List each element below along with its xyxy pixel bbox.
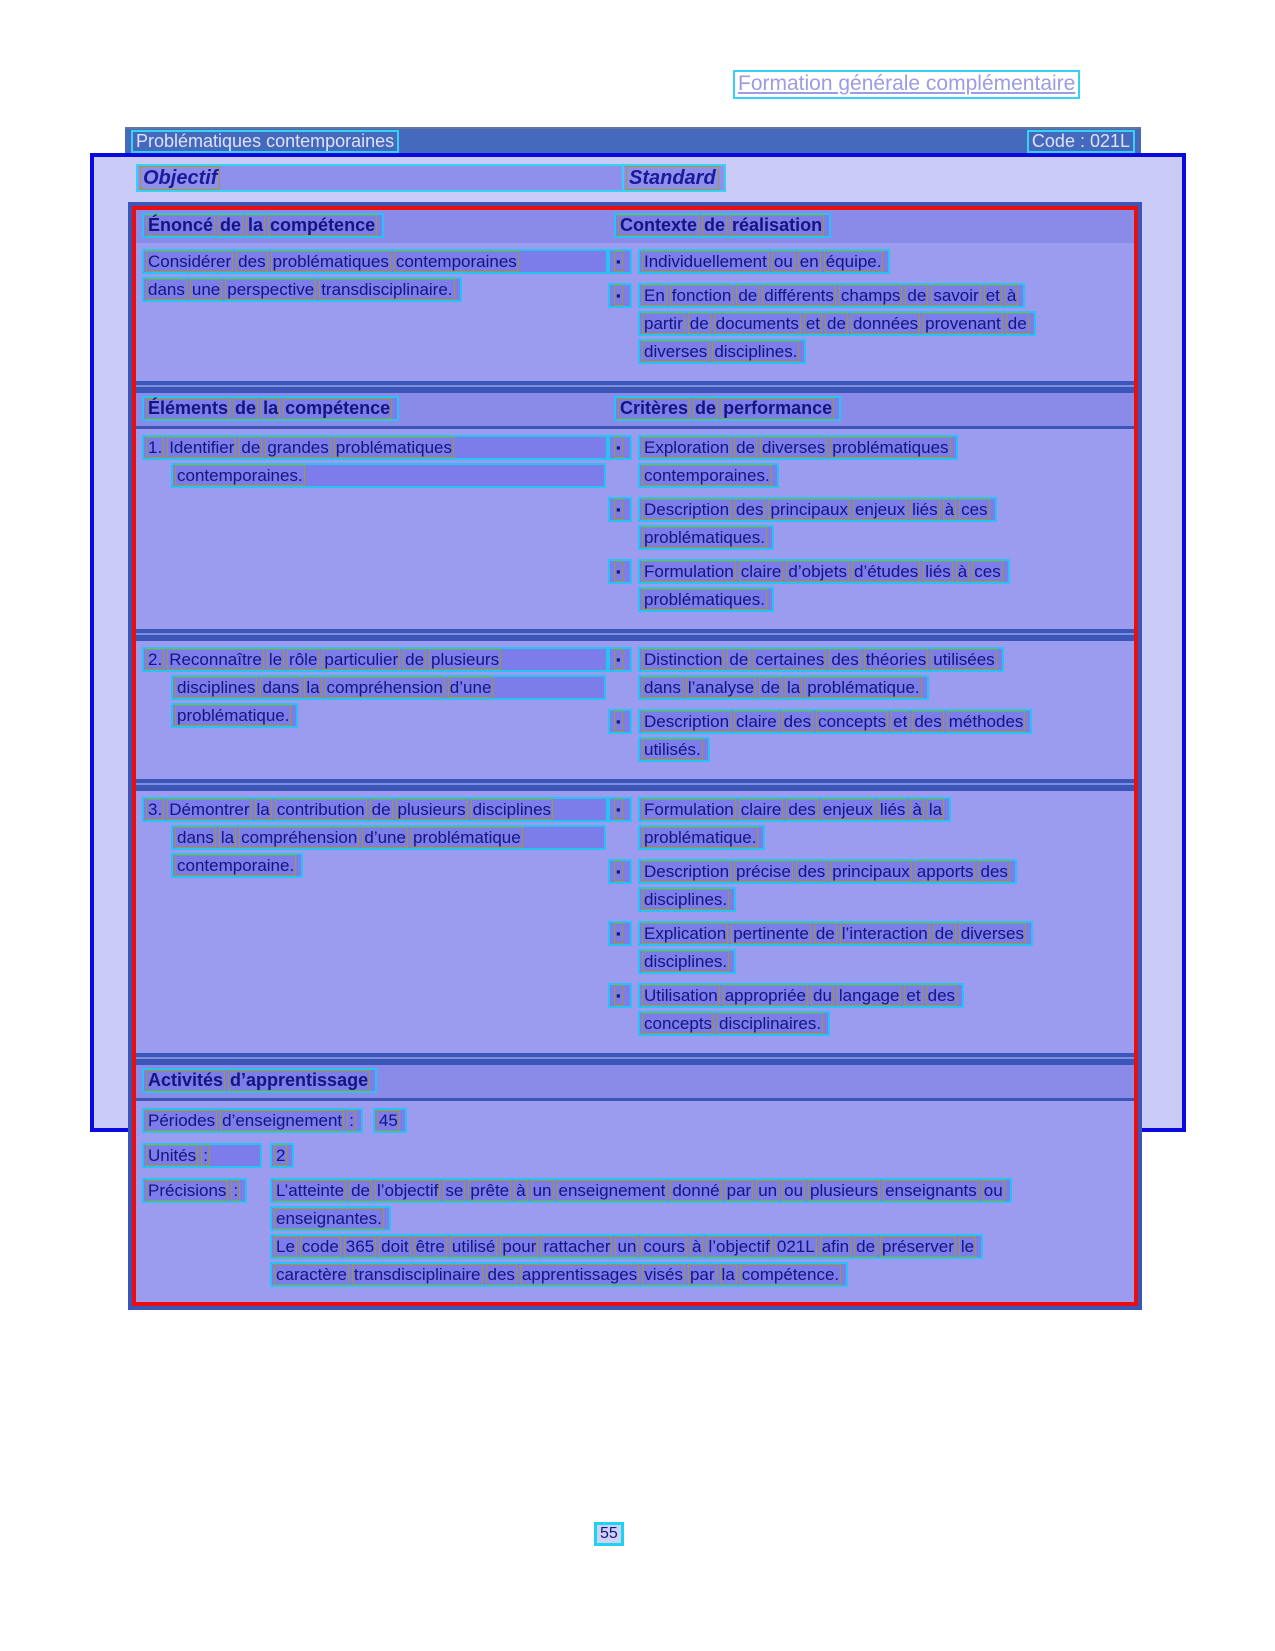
- bullet-item: [608, 435, 1130, 491]
- bullet-icon: ▪: [614, 251, 623, 272]
- section-enonce-body: [136, 243, 1134, 381]
- text-line: partir de documents et de données provenant de: [638, 311, 1036, 336]
- text-line: Formulation claire d’objets d’études liés à ces: [638, 559, 1010, 584]
- bullet-item: [608, 249, 1130, 277]
- bullet-icon: ▪: [614, 861, 623, 882]
- bullet-icon: ▪: [614, 649, 623, 670]
- section-divider: [136, 779, 1134, 791]
- column-header-objectif: Objectif: [136, 164, 641, 192]
- text-line: Description des principaux enjeux liés à ces: [638, 497, 997, 522]
- course-code: Code : 021L: [1027, 130, 1135, 153]
- bullet-item: [608, 797, 1130, 853]
- bullet-item: [608, 921, 1130, 977]
- document-category-title: Formation générale complémentaire: [733, 70, 1080, 99]
- text-line: contemporaines.: [171, 463, 606, 488]
- section-divider: [136, 1053, 1134, 1065]
- column-headers: [94, 157, 1182, 201]
- section-activites-body: [136, 1101, 1134, 1302]
- text-line: dans une perspective transdisciplinaire.: [142, 277, 462, 302]
- text-line: problématiques.: [638, 525, 774, 550]
- text-line: disciplines.: [638, 949, 736, 974]
- text-line: caractère transdisciplinaire des apprentissages visés par la compétence.: [270, 1262, 848, 1287]
- periodes-label: Périodes d’enseignement :: [142, 1108, 363, 1133]
- text-line: Considérer des problématiques contemporaines: [142, 249, 608, 274]
- text-line: problématique.: [171, 703, 298, 728]
- text-line: Description précise des principaux apports des: [638, 859, 1017, 884]
- text-line: Explication pertinente de l’interaction de diverses: [638, 921, 1033, 946]
- unites-row: [142, 1143, 1134, 1171]
- header-activites: Activités d’apprentissage: [142, 1068, 377, 1093]
- text-line: En fonction de différents champs de savoir et à: [638, 283, 1025, 308]
- text-line: 1. Identifier de grandes problématiques: [142, 435, 608, 460]
- header-elements: Éléments de la compétence: [142, 396, 399, 421]
- element-row-3: [136, 791, 1134, 1053]
- section-elements-header: [136, 393, 1134, 429]
- section-divider: [136, 629, 1134, 641]
- bullet-item: [608, 859, 1130, 915]
- text-line: problématique.: [638, 825, 765, 850]
- bullet-icon: ▪: [614, 285, 623, 306]
- text-line: contemporaines.: [638, 463, 779, 488]
- page-number: 55: [594, 1522, 624, 1546]
- bullet-icon: ▪: [614, 711, 623, 732]
- periodes-value: 45: [373, 1108, 407, 1133]
- text-line: 3. Démontrer la contribution de plusieurs disciplines: [142, 797, 608, 822]
- header-enonce: Énoncé de la compétence: [142, 213, 384, 238]
- text-line: Individuellement ou en équipe.: [638, 249, 890, 274]
- bullet-item: [608, 283, 1130, 367]
- text-line: Formulation claire des enjeux liés à la: [638, 797, 951, 822]
- column-header-standard: Standard: [622, 164, 726, 192]
- text-line: disciplines dans la compréhension d’une: [171, 675, 606, 700]
- bullet-icon: ▪: [614, 985, 623, 1006]
- text-line: Distinction de certaines des théories utilisées: [638, 647, 1004, 672]
- bullet-icon: ▪: [614, 799, 623, 820]
- text-line: dans la compréhension d’une problématique: [171, 825, 606, 850]
- competency-table: [128, 202, 1142, 1310]
- section-enonce-header: [136, 210, 1134, 243]
- bullet-icon: ▪: [614, 437, 623, 458]
- precisions-label: Précisions :: [142, 1178, 247, 1203]
- text-line: contemporaine.: [171, 853, 303, 878]
- text-line: dans l’analyse de la problématique.: [638, 675, 929, 700]
- text-line: diverses disciplines.: [638, 339, 806, 364]
- element-row-1: [136, 429, 1134, 629]
- unites-value: 2: [270, 1143, 294, 1168]
- text-line: Exploration de diverses problématiques: [638, 435, 958, 460]
- course-title: Problématiques contemporaines: [131, 130, 399, 153]
- objective-standard-panel: [90, 153, 1186, 1284]
- text-line: L’atteinte de l’objectif se prête à un enseignement donné par un ou plusieurs enseignants ou: [270, 1178, 1012, 1203]
- bullet-icon: ▪: [614, 923, 623, 944]
- bullet-item: [608, 497, 1130, 553]
- precisions-row: [142, 1178, 1134, 1290]
- header-criteres: Critères de performance: [614, 396, 841, 421]
- text-line: problématiques.: [638, 587, 774, 612]
- unites-label: Unités :: [142, 1143, 262, 1168]
- section-activites-header: [136, 1065, 1134, 1101]
- bullet-icon: ▪: [614, 499, 623, 520]
- bullet-item: [608, 983, 1130, 1039]
- bullet-item: [608, 647, 1130, 703]
- text-line: concepts disciplinaires.: [638, 1011, 830, 1036]
- title-bar: [125, 127, 1141, 153]
- bullet-item: [608, 709, 1130, 765]
- text-line: Description claire des concepts et des méthodes: [638, 709, 1032, 734]
- bullet-item: [608, 559, 1130, 615]
- section-divider: [136, 381, 1134, 393]
- element-row-2: [136, 641, 1134, 779]
- text-line: 2. Reconnaître le rôle particulier de plusieurs: [142, 647, 608, 672]
- periodes-row: [142, 1108, 1134, 1136]
- text-line: enseignantes.: [270, 1206, 391, 1231]
- text-line: disciplines.: [638, 887, 736, 912]
- text-line: Utilisation appropriée du langage et des: [638, 983, 964, 1008]
- text-line: Le code 365 doit être utilisé pour rattacher un cours à l’objectif 021L afin de préserver le: [270, 1234, 983, 1259]
- header-contexte: Contexte de réalisation: [614, 213, 831, 238]
- text-line: utilisés.: [638, 737, 710, 762]
- bullet-icon: ▪: [614, 561, 623, 582]
